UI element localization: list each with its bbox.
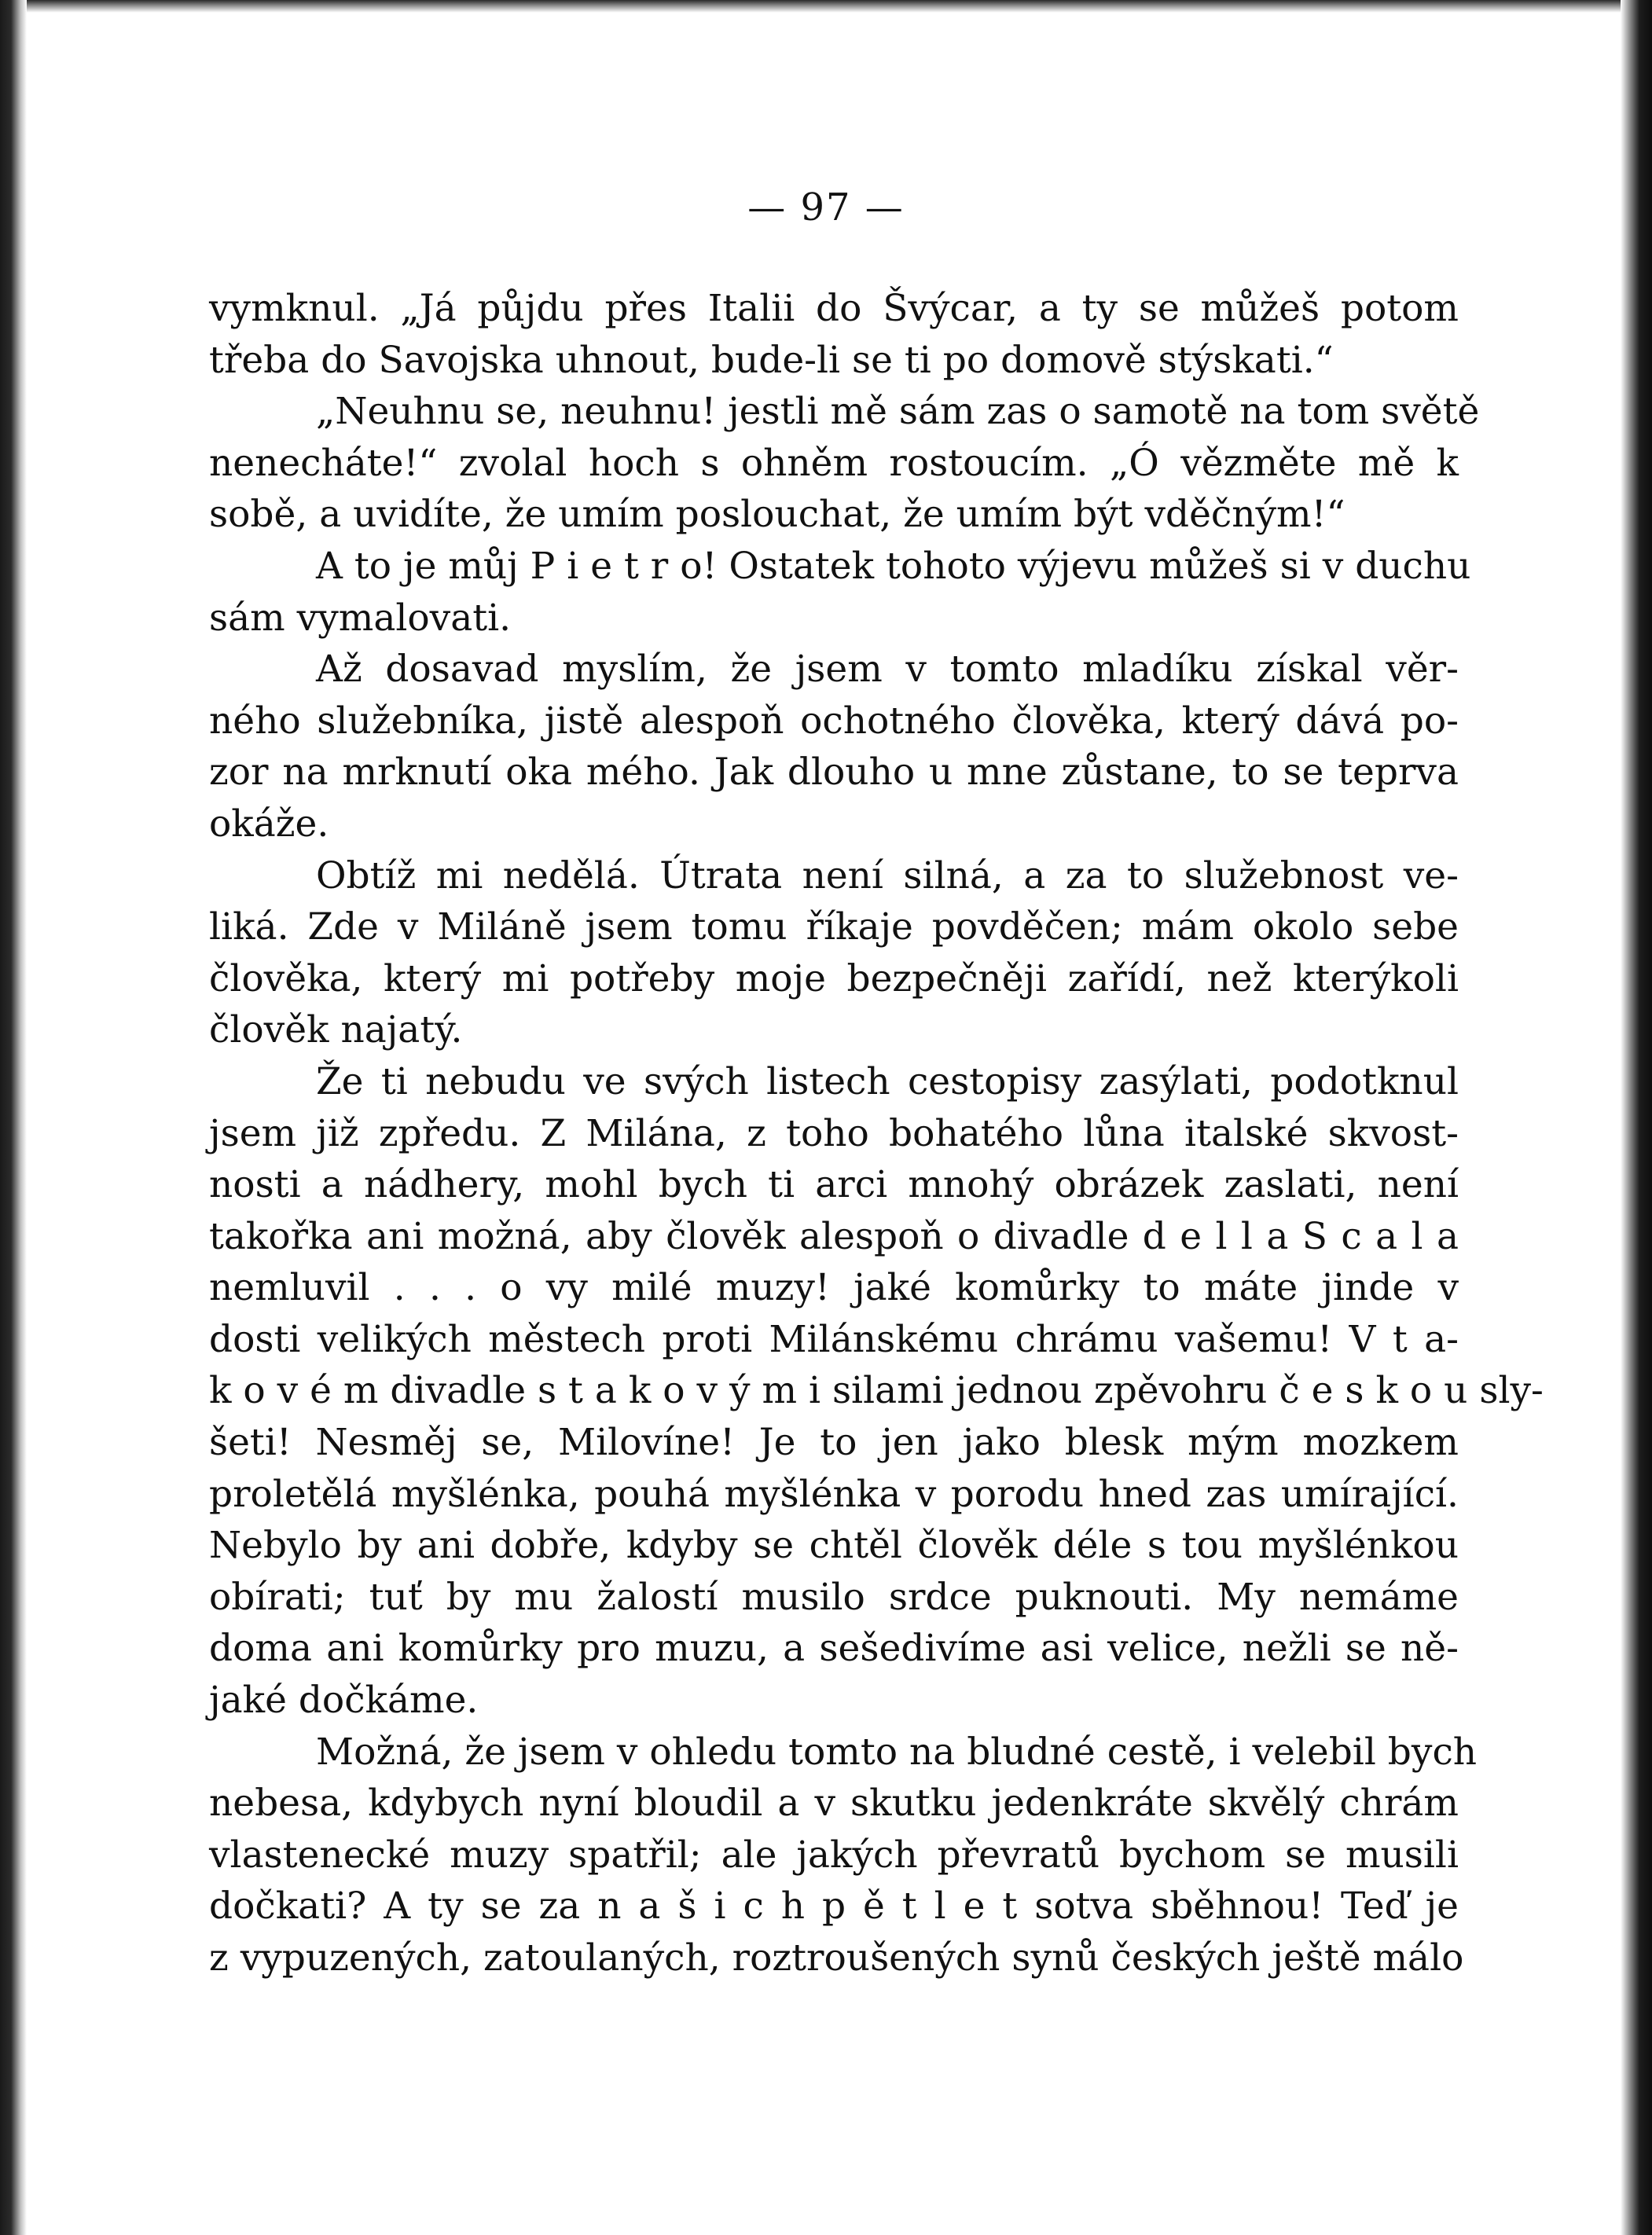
text-line: nemluvil . . . o vy milé muzy! jaké komůrky to máte jinde v xyxy=(209,1266,1459,1310)
text-line: ného služebníka, jistě alespoň ochotného člověka, který dává po- xyxy=(209,699,1459,743)
page-number: — 97 — xyxy=(747,185,905,229)
scan-edge-left xyxy=(0,0,27,2235)
text-line: okáže. xyxy=(209,802,329,846)
text-line: k o v é m divadle s t a k o v ý m i silami jednou zpěvohru č e s k o u sly- xyxy=(209,1369,1544,1413)
text-line: třeba do Savojska uhnout, bude-li se ti po domově stýskati.“ xyxy=(209,338,1334,382)
text-line: doma ani komůrky pro muzu, a sešedivíme asi velice, nežli se ně- xyxy=(209,1627,1459,1671)
text-line: vlastenecké muzy spatřil; ale jakých převratů bychom se musili xyxy=(209,1833,1459,1877)
text-line: nebesa, kdybych nyní bloudil a v skutku jedenkráte skvělý chrám xyxy=(209,1782,1459,1826)
body-text xyxy=(209,283,1544,1984)
text-line: Obtíž mi nedělá. Útrata není silná, a za to služebnost ve- xyxy=(316,853,1459,897)
text-line: zor na mrknutí oka mého. Jak dlouho u mne zůstane, to se teprva xyxy=(209,751,1459,795)
text-line: sám vymalovati. xyxy=(209,596,512,640)
text-line: člověka, který mi potřeby moje bezpečněji zařídí, než kterýkoli xyxy=(209,956,1459,1000)
text-line: vymknul. „Já půjdu přes Italii do Švýcar, a ty se můžeš potom xyxy=(209,287,1459,330)
text-line: nosti a nádhery, mohl bych ti arci mnohý obrázek zaslati, není xyxy=(209,1163,1459,1207)
text-line: liká. Zde v Miláně jsem tomu říkaje povděčen; mám okolo sebe xyxy=(209,905,1459,949)
text-line: nenecháte!“ zvolal hoch s ohněm rostoucím. „Ó vězměte mě k xyxy=(209,441,1459,485)
text-line: takořka ani možná, aby člověk alespoň o divadle d e l l a S c a l a xyxy=(209,1214,1459,1258)
text-line: „Neuhnu se, neuhnu! jestli mě sám zas o samotě na tom světě xyxy=(316,390,1480,434)
text-line: dočkati? A ty se za n a š i c h p ě t l e t sotva sběhnou! Teď je xyxy=(209,1885,1459,1929)
text-line: Nebylo by ani dobře, kdyby se chtěl člověk déle s tou myšlénkou xyxy=(209,1524,1459,1568)
text-line: proletělá myšlénka, pouhá myšlénka v porodu hned zas umírající. xyxy=(209,1472,1459,1516)
text-line: obírati; tuť by mu žalostí musilo srdce puknouti. My nemáme xyxy=(209,1575,1459,1619)
text-line: člověk najatý. xyxy=(209,1008,463,1052)
text-line: dosti velikých městech proti Milánskému chrámu vašemu! V t a- xyxy=(209,1317,1459,1361)
text-line: sobě, a uvidíte, že umím poslouchat, že umím být vděčným!“ xyxy=(209,493,1345,537)
scan-edge-top xyxy=(0,0,1652,13)
text-line: A to je můj P i e t r o! Ostatek tohoto výjevu můžeš si v duchu xyxy=(316,544,1471,588)
text-line: jaké dočkáme. xyxy=(209,1679,479,1723)
text-line: jsem již zpředu. Z Milána, z toho bohatého lůna italské skvost- xyxy=(209,1111,1459,1155)
text-line: z vypuzených, zatoulaných, roztroušených synů českých ještě málo xyxy=(209,1936,1464,1980)
text-line: šeti! Nesměj se, Milovíne! Je to jen jako blesk mým mozkem xyxy=(209,1421,1459,1465)
scan-edge-right xyxy=(1621,0,1652,2235)
text-line: Že ti nebudu ve svých listech cestopisy zasýlati, podotknul xyxy=(316,1059,1459,1103)
text-line: Možná, že jsem v ohledu tomto na bludné cestě, i velebil bych xyxy=(316,1730,1478,1774)
text-line: Až dosavad myslím, že jsem v tomto mladíku získal věr- xyxy=(316,648,1459,692)
